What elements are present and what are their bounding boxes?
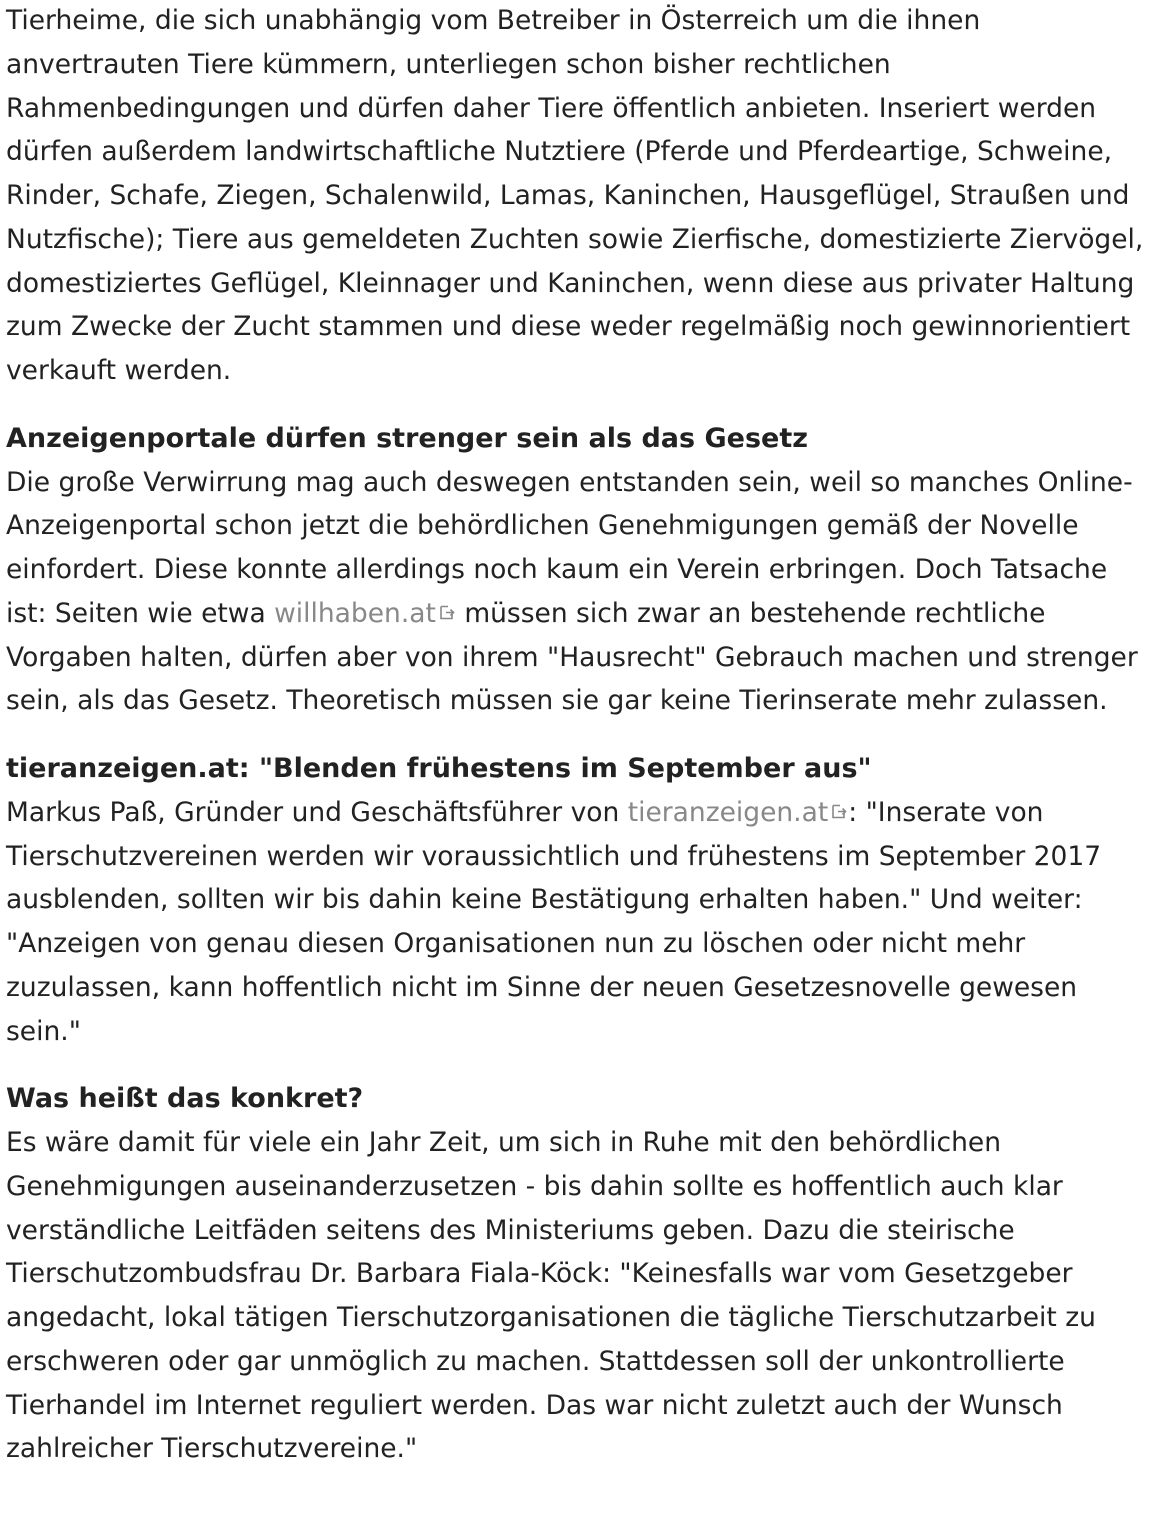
section-heading: Anzeigenportale dürfen strenger sein als das Gesetz bbox=[6, 422, 808, 454]
section-paragraph bbox=[6, 461, 1150, 724]
section-paragraph bbox=[6, 791, 1150, 1054]
paragraph-text: : "Inserate von Tierschutzvereinen werden wir voraussichtlich und frühestens im September 2017 ausblenden, sollten wir bis dahin keine Bestätigung erhalten haben." Und weiter: "Anzeigen von genau diesen Organisationen nun zu löschen oder nicht mehr zuzulassen, kann hoffentlich nicht im Sinne der neuen Gesetzesnovelle gewesen sein." bbox=[6, 796, 1102, 1047]
intro-paragraph: Tierheime, die sich unabhängig vom Betreiber in Österreich um die ihnen anvertrauten Tiere kümmern, unterliegen schon bisher rechtlichen Rahmenbedingungen und dürfen daher Tiere öffentlich anbieten. Inseriert werden dürfen außerdem landwirtschaftliche Nutztiere (Pferde und Pferdeartige, Schweine, Rinder, Schafe, Ziegen, Schalenwild, Lamas, Kaninchen, Hausgeflügel, Straußen und Nutzfische); Tiere aus gemeldeten Zuchten sowie Zierfische, domestizierte Ziervögel, domestiziertes Geflügel, Kleinnager und Kaninchen, wenn diese aus privater Haltung zum Zwecke der Zucht stammen und diese weder regelmäßig noch gewinnorientiert verkauft werden. bbox=[6, 5, 1144, 386]
section-konkret bbox=[6, 1077, 1150, 1471]
willhaben-link[interactable] bbox=[274, 598, 456, 629]
tieranzeigen-link[interactable] bbox=[628, 797, 849, 828]
section-gap bbox=[6, 393, 1150, 417]
section-anzeigenportale bbox=[6, 417, 1150, 723]
paragraph-text: Markus Paß, Gründer und Geschäftsführer von bbox=[6, 796, 628, 828]
external-link-icon bbox=[831, 803, 848, 820]
link-label[interactable]: tieranzeigen.at bbox=[627, 796, 829, 828]
external-link-icon bbox=[439, 604, 456, 621]
section-tieranzeigen bbox=[6, 747, 1150, 1053]
section-paragraph: Es wäre damit für viele ein Jahr Zeit, um sich in Ruhe mit den behördlichen Genehmigungen auseinanderzusetzen - bis dahin sollte es hoffentlich auch klar verständliche Leitfäden seitens des Ministeriums geben. Dazu die steirische Tierschutzombudsfrau Dr. Barbara Fiala-Köck: "Keinesfalls war vom Gesetzgeber angedacht, lokal tätigen Tierschutzorganisationen die tägliche Tierschutzarbeit zu erschweren oder gar unmöglich zu machen. Stattdessen soll der unkontrollierte Tierhandel im Internet reguliert werden. Das war nicht zuletzt auch der Wunsch zahlreicher Tierschutzvereine." bbox=[6, 1127, 1096, 1465]
paragraph-text: müssen sich zwar an bestehende rechtliche Vorgaben halten, dürfen aber von ihrem "Hausrecht" Gebrauch machen und strenger sein, als das Gesetz. Theoretisch müssen sie gar keine Tierinserate mehr zulassen. bbox=[6, 597, 1138, 717]
section-gap bbox=[6, 723, 1150, 747]
section-heading: tieranzeigen.at: "Blenden frühestens im September aus" bbox=[6, 753, 872, 784]
link-label[interactable]: willhaben.at bbox=[274, 597, 436, 629]
paragraph-text: Die große Verwirrung mag auch deswegen entstanden sein, weil so manches Online-Anzeigenportal schon jetzt die behördlichen Genehmigungen gemäß der Novelle einfordert. Diese konnte allerdings noch kaum ein Verein erbringen. Doch Tatsache ist: Seiten wie etwa bbox=[6, 466, 1133, 629]
section-heading: Was heißt das konkret? bbox=[6, 1083, 364, 1115]
section-gap bbox=[6, 1053, 1150, 1077]
